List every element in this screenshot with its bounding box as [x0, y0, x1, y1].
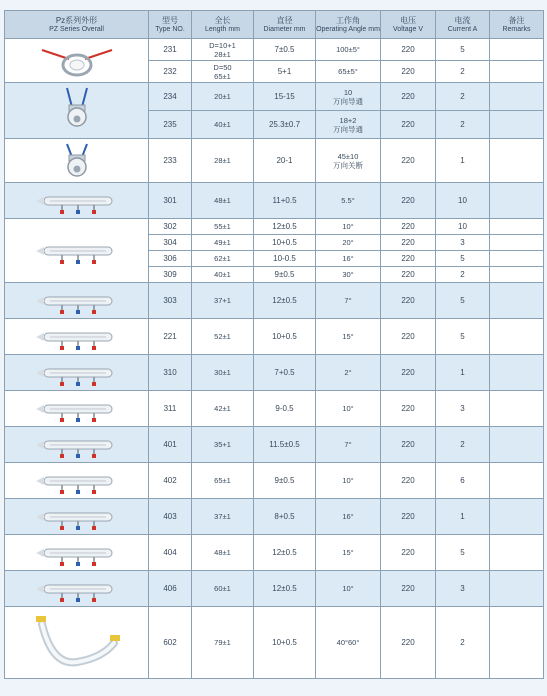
length-line: D=10+1 — [209, 40, 236, 50]
diameter-cell: 12±0.5 — [254, 283, 316, 319]
voltage-cell: 220 — [381, 319, 436, 355]
mercury-tube-switch-icon — [5, 358, 148, 388]
angle-cell — [316, 251, 381, 267]
table-row — [5, 283, 544, 319]
product-image-cell — [5, 355, 149, 391]
remarks-cell — [490, 267, 544, 283]
diameter-cell: 10+0.5 — [254, 319, 316, 355]
product-image-cell — [5, 139, 149, 183]
diameter-cell: 12±0.5 — [254, 571, 316, 607]
voltage-cell: 220 — [381, 427, 436, 463]
mercury-tube-switch-icon — [5, 466, 148, 496]
angle-line: 16° — [342, 254, 354, 263]
product-image-cell — [5, 535, 149, 571]
bent-tube-switch-icon — [5, 610, 148, 676]
current-cell: 2 — [436, 607, 490, 679]
length-cell — [192, 83, 254, 111]
remarks-cell — [490, 39, 544, 61]
angle-line: 万向导通 — [333, 124, 363, 134]
angle-line: 万向关断 — [333, 160, 363, 170]
angle-line: 2° — [344, 368, 352, 377]
table-row — [5, 463, 544, 499]
remarks-cell — [490, 111, 544, 139]
header-remarks-en: Remarks — [502, 25, 531, 33]
angle-line: 20° — [342, 238, 354, 247]
current-cell: 2 — [436, 61, 490, 83]
remarks-cell — [490, 183, 544, 219]
length-cell — [192, 355, 254, 391]
mercury-tube-switch-icon — [5, 574, 148, 604]
product-image-cell — [5, 83, 149, 139]
diameter-cell: 8+0.5 — [254, 499, 316, 535]
voltage-cell: 220 — [381, 571, 436, 607]
header-current-cn: 电流 — [454, 15, 471, 25]
voltage-cell: 220 — [381, 251, 436, 267]
product-image-cell — [5, 571, 149, 607]
angle-line: 100±5° — [336, 45, 360, 54]
product-image-cell — [5, 39, 149, 83]
voltage-cell: 220 — [381, 111, 436, 139]
angle-line: 10° — [342, 222, 354, 231]
voltage-cell: 220 — [381, 499, 436, 535]
length-line: 28±1 — [214, 49, 231, 59]
table-header-row — [5, 11, 544, 39]
header-diameter-en: Diameter mm — [263, 25, 306, 33]
remarks-cell — [490, 427, 544, 463]
current-cell: 6 — [436, 463, 490, 499]
angle-line: 16° — [342, 512, 354, 521]
remarks-cell — [490, 219, 544, 235]
current-cell: 5 — [436, 319, 490, 355]
angle-cell — [316, 355, 381, 391]
header-length — [192, 11, 254, 39]
length-line: 30±1 — [214, 368, 231, 377]
angle-line: 10 — [343, 87, 353, 97]
length-line: 37±1 — [214, 512, 231, 521]
current-cell: 3 — [436, 235, 490, 251]
diameter-cell: 12±0.5 — [254, 535, 316, 571]
diameter-cell: 11+0.5 — [254, 183, 316, 219]
remarks-cell — [490, 607, 544, 679]
remarks-cell — [490, 499, 544, 535]
length-line: 55±1 — [214, 222, 231, 231]
header-length-en: Length mm — [204, 25, 241, 33]
table-row — [5, 83, 544, 111]
type-no: 232 — [149, 61, 192, 83]
voltage-cell: 220 — [381, 355, 436, 391]
angle-line: 10° — [342, 404, 354, 413]
length-cell — [192, 139, 254, 183]
length-line: 35+1 — [214, 440, 231, 449]
voltage-cell: 220 — [381, 83, 436, 111]
mercury-tube-switch-icon — [5, 430, 148, 460]
header-angle-en: Operating Angle mm — [316, 25, 380, 33]
mercury-tube-switch-icon — [5, 502, 148, 532]
angle-line: 7° — [344, 296, 352, 305]
length-cell — [192, 463, 254, 499]
angle-line: 18+2 — [339, 115, 357, 125]
angle-line: 10° — [342, 476, 354, 485]
product-image-cell — [5, 183, 149, 219]
header-angle — [316, 11, 381, 39]
table-row — [5, 499, 544, 535]
diameter-cell: 12±0.5 — [254, 219, 316, 235]
voltage-cell: 220 — [381, 139, 436, 183]
type-no: 233 — [149, 139, 192, 183]
length-line: 20±1 — [214, 92, 231, 101]
table-row — [5, 39, 544, 61]
voltage-cell: 220 — [381, 463, 436, 499]
length-line: 28±1 — [214, 156, 231, 165]
current-cell: 5 — [436, 283, 490, 319]
current-cell: 3 — [436, 571, 490, 607]
angle-cell — [316, 319, 381, 355]
voltage-cell: 220 — [381, 535, 436, 571]
angle-cell — [316, 463, 381, 499]
angle-line: 15° — [342, 332, 354, 341]
remarks-cell — [490, 571, 544, 607]
length-cell — [192, 391, 254, 427]
diameter-cell: 5+1 — [254, 61, 316, 83]
type-no: 311 — [149, 391, 192, 427]
remarks-cell — [490, 83, 544, 111]
angle-line: 7° — [344, 440, 352, 449]
header-diameter — [254, 11, 316, 39]
remarks-cell — [490, 235, 544, 251]
table-row — [5, 355, 544, 391]
length-line: 48±1 — [214, 548, 231, 557]
remarks-cell — [490, 535, 544, 571]
length-line: 52±1 — [214, 332, 231, 341]
diameter-cell: 9-0.5 — [254, 391, 316, 427]
angle-line: 15° — [342, 548, 354, 557]
angle-line: 40°60° — [336, 638, 360, 647]
product-image-cell — [5, 283, 149, 319]
angle-cell — [316, 607, 381, 679]
product-image-cell — [5, 219, 149, 283]
header-remarks-cn: 备注 — [508, 15, 525, 25]
voltage-cell: 220 — [381, 607, 436, 679]
length-cell — [192, 535, 254, 571]
length-cell — [192, 111, 254, 139]
remarks-cell — [490, 463, 544, 499]
current-cell: 2 — [436, 267, 490, 283]
current-cell: 2 — [436, 83, 490, 111]
table-row — [5, 219, 544, 235]
pz-series-table — [4, 10, 544, 679]
angle-cell — [316, 61, 381, 83]
angle-line: 5.5° — [341, 196, 355, 205]
type-no: 402 — [149, 463, 192, 499]
current-cell: 5 — [436, 535, 490, 571]
product-image-cell — [5, 427, 149, 463]
angle-cell — [316, 139, 381, 183]
diameter-cell: 10+0.5 — [254, 607, 316, 679]
angle-cell — [316, 111, 381, 139]
angle-cell — [316, 535, 381, 571]
diameter-cell: 10-0.5 — [254, 251, 316, 267]
table-body — [5, 39, 544, 679]
current-cell: 2 — [436, 427, 490, 463]
remarks-cell — [490, 319, 544, 355]
header-voltage-cn: 电压 — [400, 15, 416, 25]
type-no: 602 — [149, 607, 192, 679]
type-no: 235 — [149, 111, 192, 139]
length-line: 42±1 — [214, 404, 231, 413]
table-row — [5, 319, 544, 355]
length-cell — [192, 283, 254, 319]
length-line: 62±1 — [214, 254, 231, 263]
tilt-switch-icon — [5, 86, 148, 136]
voltage-cell: 220 — [381, 283, 436, 319]
header-remarks — [490, 11, 544, 39]
current-cell: 5 — [436, 251, 490, 267]
length-cell — [192, 427, 254, 463]
ring-switch-icon — [5, 42, 148, 80]
voltage-cell: 220 — [381, 39, 436, 61]
angle-line: 万向导通 — [333, 96, 363, 106]
mercury-tube-switch-icon — [5, 538, 148, 568]
current-cell: 10 — [436, 219, 490, 235]
diameter-cell: 10+0.5 — [254, 235, 316, 251]
header-overall-cn: Pz系列外形 — [55, 15, 98, 25]
length-line: 40±1 — [214, 270, 231, 279]
table-row — [5, 607, 544, 679]
product-image-cell — [5, 463, 149, 499]
type-no: 302 — [149, 219, 192, 235]
header-type — [149, 11, 192, 39]
diameter-cell: 7+0.5 — [254, 355, 316, 391]
diameter-cell: 9±0.5 — [254, 463, 316, 499]
mercury-tube-switch-icon — [5, 186, 148, 216]
voltage-cell: 220 — [381, 219, 436, 235]
mercury-tube-switch-icon — [5, 394, 148, 424]
angle-cell — [316, 267, 381, 283]
angle-line: 45±10 — [337, 151, 359, 161]
diameter-cell: 9±0.5 — [254, 267, 316, 283]
current-cell: 1 — [436, 139, 490, 183]
voltage-cell: 220 — [381, 391, 436, 427]
current-cell: 10 — [436, 183, 490, 219]
angle-line: 65±5° — [338, 67, 358, 76]
remarks-cell — [490, 61, 544, 83]
voltage-cell: 220 — [381, 61, 436, 83]
header-current-en: Current A — [447, 25, 478, 33]
current-cell: 5 — [436, 39, 490, 61]
type-no: 234 — [149, 83, 192, 111]
angle-cell — [316, 83, 381, 111]
angle-cell — [316, 39, 381, 61]
type-no: 309 — [149, 267, 192, 283]
length-cell — [192, 251, 254, 267]
length-line: 65±1 — [214, 476, 231, 485]
length-line: 37+1 — [214, 296, 231, 305]
voltage-cell: 220 — [381, 267, 436, 283]
mercury-tube-switch-icon — [5, 222, 148, 280]
remarks-cell — [490, 251, 544, 267]
angle-cell — [316, 183, 381, 219]
type-no: 401 — [149, 427, 192, 463]
header-voltage-en: Voltage V — [393, 25, 423, 33]
product-image-cell — [5, 391, 149, 427]
product-image-cell — [5, 607, 149, 679]
angle-cell — [316, 499, 381, 535]
type-no: 404 — [149, 535, 192, 571]
type-no: 406 — [149, 571, 192, 607]
length-cell — [192, 571, 254, 607]
voltage-cell: 220 — [381, 183, 436, 219]
current-cell: 1 — [436, 499, 490, 535]
mercury-tube-switch-icon — [5, 322, 148, 352]
table-row — [5, 427, 544, 463]
length-cell — [192, 319, 254, 355]
header-angle-cn: 工作角 — [336, 15, 360, 25]
length-line: 60±1 — [214, 584, 231, 593]
length-line: D=50 — [213, 62, 232, 72]
angle-line: 10° — [342, 584, 354, 593]
current-cell: 3 — [436, 391, 490, 427]
type-no: 306 — [149, 251, 192, 267]
length-cell — [192, 607, 254, 679]
length-line: 48±1 — [214, 196, 231, 205]
remarks-cell — [490, 139, 544, 183]
header-overall-en: PZ Series Overall — [49, 25, 104, 33]
angle-cell — [316, 219, 381, 235]
header-type-cn: 型号 — [162, 15, 178, 25]
length-line: 65±1 — [214, 71, 231, 81]
angle-cell — [316, 283, 381, 319]
type-no: 301 — [149, 183, 192, 219]
remarks-cell — [490, 391, 544, 427]
type-no: 403 — [149, 499, 192, 535]
diameter-cell: 7±0.5 — [254, 39, 316, 61]
product-image-cell — [5, 319, 149, 355]
table-row — [5, 391, 544, 427]
type-no: 304 — [149, 235, 192, 251]
diameter-cell: 25.3±0.7 — [254, 111, 316, 139]
current-cell: 1 — [436, 355, 490, 391]
header-length-cn: 全长 — [214, 15, 231, 25]
length-cell — [192, 235, 254, 251]
tilt-switch-icon — [5, 142, 148, 180]
length-line: 79±1 — [214, 638, 231, 647]
header-current — [436, 11, 490, 39]
remarks-cell — [490, 355, 544, 391]
length-cell — [192, 267, 254, 283]
length-cell — [192, 61, 254, 83]
type-no: 231 — [149, 39, 192, 61]
length-line: 40±1 — [214, 120, 231, 129]
table-row — [5, 183, 544, 219]
product-image-cell — [5, 499, 149, 535]
length-cell — [192, 499, 254, 535]
type-no: 303 — [149, 283, 192, 319]
angle-line: 30° — [342, 270, 354, 279]
type-no: 221 — [149, 319, 192, 355]
current-cell: 2 — [436, 111, 490, 139]
diameter-cell: 11.5±0.5 — [254, 427, 316, 463]
length-cell — [192, 219, 254, 235]
remarks-cell — [490, 283, 544, 319]
header-diameter-cn: 直径 — [276, 15, 293, 25]
length-line: 49±1 — [214, 238, 231, 247]
header-type-en: Type NO. — [155, 25, 185, 33]
table-row — [5, 571, 544, 607]
header-voltage — [381, 11, 436, 39]
length-cell — [192, 39, 254, 61]
length-cell — [192, 183, 254, 219]
table-row — [5, 139, 544, 183]
angle-cell — [316, 571, 381, 607]
diameter-cell: 20-1 — [254, 139, 316, 183]
type-no: 310 — [149, 355, 192, 391]
angle-cell — [316, 235, 381, 251]
diameter-cell: 15-15 — [254, 83, 316, 111]
angle-cell — [316, 391, 381, 427]
table-row — [5, 535, 544, 571]
header-overall — [5, 11, 149, 39]
voltage-cell: 220 — [381, 235, 436, 251]
mercury-tube-switch-icon — [5, 286, 148, 316]
angle-cell — [316, 427, 381, 463]
